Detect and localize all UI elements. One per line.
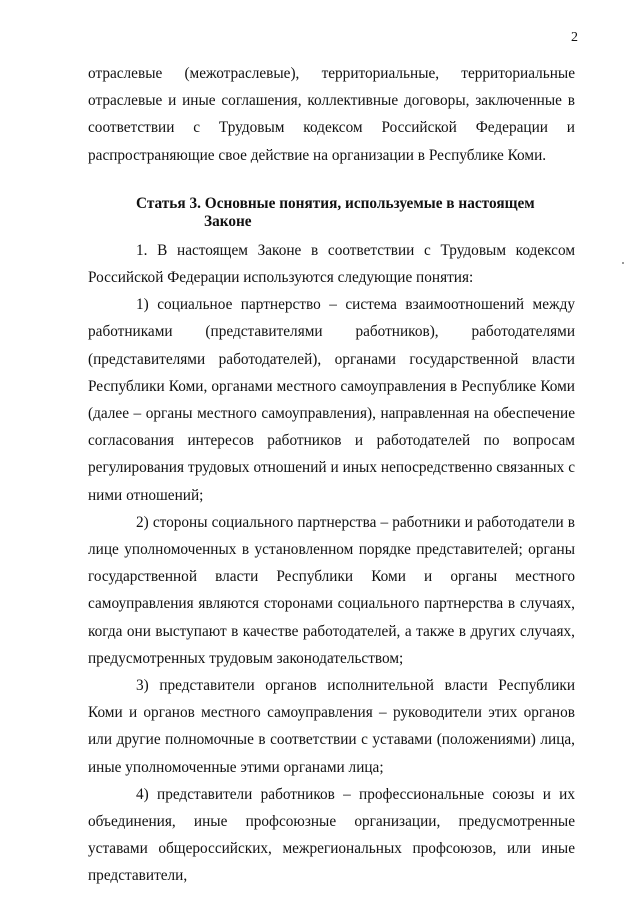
article-heading-line1: Статья 3. Основные понятия, используемые в настоящем bbox=[136, 194, 535, 212]
intro-paragraph: отраслевые (межотраслевые), территориальные, территориальные отраслевые и иные соглашения, коллективные договоры, заключенные в соответствии с Трудовым кодексом Российской Федерации и распространяющие свое действие на организации в Республике Коми. bbox=[88, 65, 575, 164]
paragraph-item-2: 2) стороны социального партнерства – работники и работодатели в лице уполномоченных в установленном порядке представителей; органы государственной власти Республики Коми и органы местного самоуправления являются сторонами социального партнерства в случаях, когда они выступают в качестве работодателей, а также в других случаях, предусмотренных трудовым законодательством; bbox=[88, 513, 575, 667]
article-heading-line2: Законе bbox=[204, 212, 252, 230]
document-body bbox=[88, 60, 575, 890]
paragraph-item-1: 1) социальное партнерство – система взаимоотношений между работниками (представителями работников), работодателями (представителями работодателей), органами государственной власти Республики Коми, органами местного самоуправления в Республике Коми (далее – органы местного самоуправления), направленная на обеспечение согласования интересов работников и работодателей по вопросам регулирования трудовых отношений и иных непосредственно связанных с ними отношений; bbox=[88, 296, 575, 504]
scan-speck bbox=[622, 262, 624, 264]
paragraph-item-3: 3) представители органов исполнительной власти Республики Коми и органов местного самоуправления – руководители этих органов или другие полномочные в соответствии с уставами (положениями) лица, иные уполномоченные этими органами лица; bbox=[88, 677, 575, 776]
article-heading bbox=[88, 195, 575, 231]
paragraph-definitions-intro: 1. В настоящем Законе в соответствии с Трудовым кодексом Российской Федерации используются следующие понятия: bbox=[88, 241, 575, 287]
paragraph-item-4: 4) представители работников – профессиональные союзы и их объединения, иные профсоюзные организации, предусмотренные уставами общероссийских, межрегиональных профсоюзов, или иные представители, bbox=[88, 785, 575, 885]
page-number: 2 bbox=[571, 30, 578, 45]
